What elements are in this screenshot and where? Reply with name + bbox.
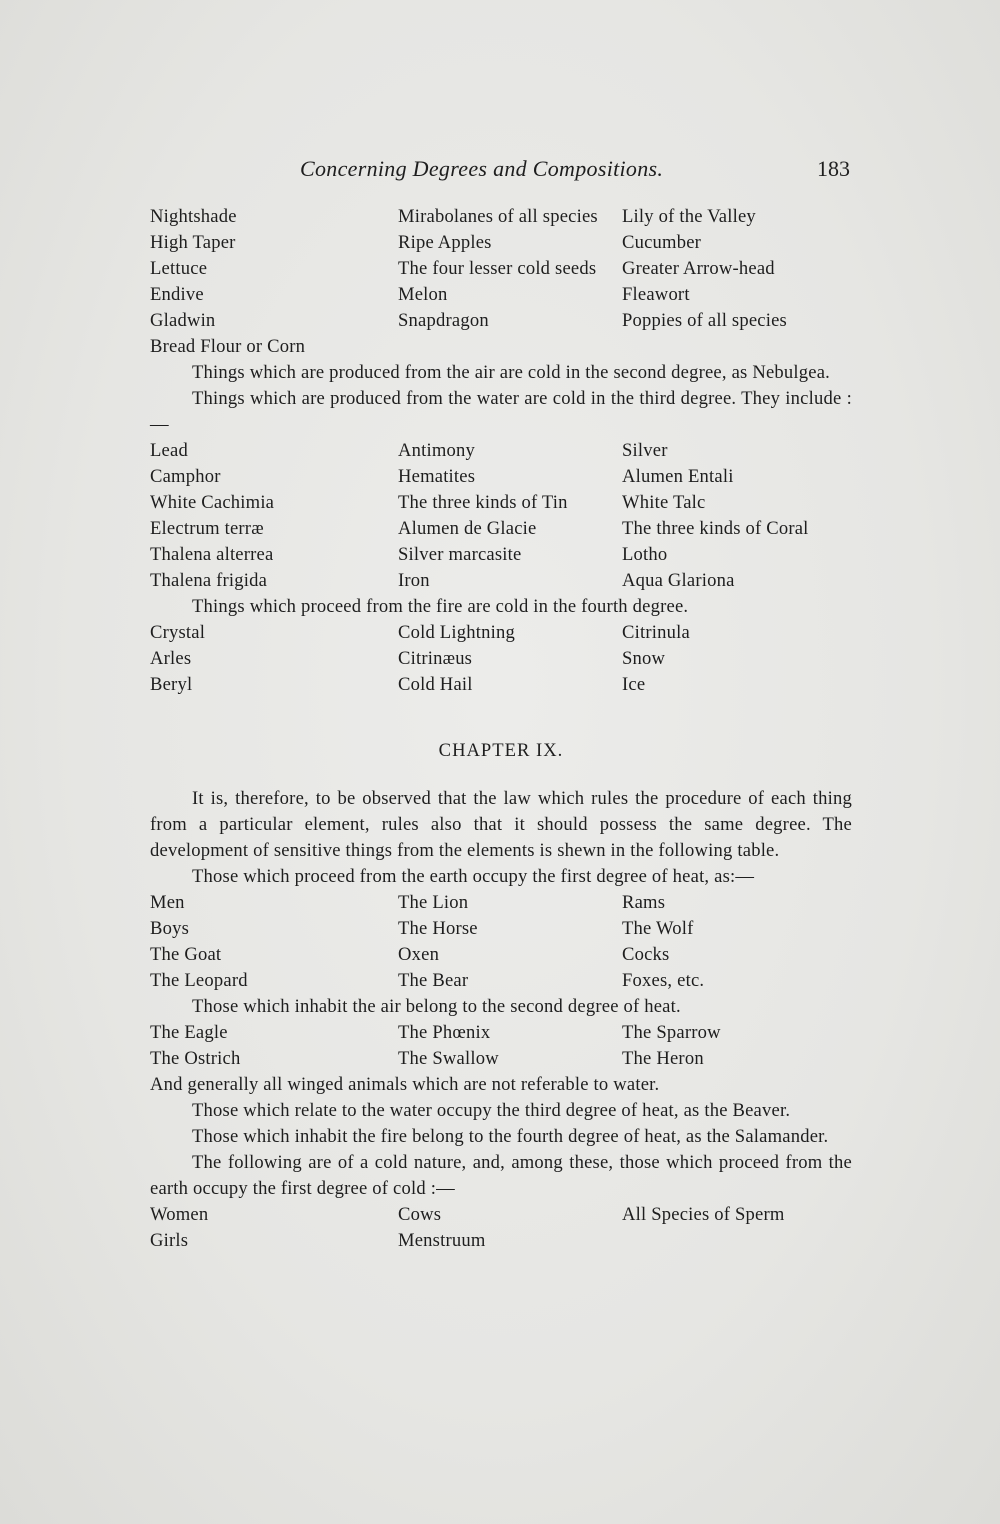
list-row	[150, 672, 852, 698]
list-row	[150, 542, 852, 568]
list-item: Lily of the Valley	[622, 206, 756, 227]
list-item: Rams	[622, 892, 666, 913]
list-item: The Swallow	[398, 1048, 499, 1069]
list-item: The Leopard	[150, 970, 248, 991]
list-row	[150, 464, 852, 490]
list-item: Gladwin	[150, 310, 216, 331]
list-row	[150, 890, 852, 916]
list-item: The Wolf	[622, 918, 694, 939]
list-row	[150, 646, 852, 672]
list-row	[150, 282, 852, 308]
running-title: Concerning Degrees and Compositions.	[300, 156, 664, 181]
list-row	[150, 516, 852, 542]
list-item: Men	[150, 892, 185, 913]
list-item: Snow	[622, 648, 666, 669]
list-item: The four lesser cold seeds	[398, 258, 597, 279]
list-item: Girls	[150, 1230, 189, 1251]
list-item: Melon	[398, 284, 448, 305]
list-row	[150, 568, 852, 594]
paragraph-water-heat: Those which relate to the water occupy the third degree of heat, as the Beaver.	[192, 1100, 791, 1121]
list-item: Women	[150, 1204, 209, 1225]
list-item: Poppies of all species	[622, 310, 787, 331]
list-item: Beryl	[150, 674, 193, 695]
list-item: The Ostrich	[150, 1048, 241, 1069]
list-row	[150, 256, 852, 282]
list-item: Cold Lightning	[398, 622, 515, 643]
list-item: Citrinæus	[398, 648, 473, 669]
list-item	[622, 1228, 852, 1254]
cold-first-degree-list	[150, 204, 852, 360]
list-item: Silver	[622, 440, 668, 461]
list-item: Thalena alterrea	[150, 544, 274, 565]
list-item: Mirabolanes of all species	[398, 206, 598, 227]
list-row	[150, 916, 852, 942]
paragraph-air-cold: Things which are produced from the air are cold in the second degree, as Nebulgea.	[192, 362, 831, 383]
list-item: Nightshade	[150, 206, 237, 227]
list-item: Ice	[622, 674, 646, 695]
list-item: Silver marcasite	[398, 544, 522, 565]
list-row	[150, 438, 852, 464]
list-item: The Phœnix	[398, 1022, 491, 1043]
list-row	[150, 1020, 852, 1046]
list-row	[150, 308, 852, 334]
heat-first-degree-list	[150, 890, 852, 994]
list-item: Aqua Glariona	[622, 570, 735, 591]
list-item: Hematites	[398, 466, 476, 487]
list-row	[150, 334, 852, 360]
list-item: White Talc	[622, 492, 706, 513]
list-item: Lettuce	[150, 258, 208, 279]
list-row	[150, 490, 852, 516]
list-item: Citrinula	[622, 622, 690, 643]
list-item: Foxes, etc.	[622, 970, 705, 991]
page-header	[150, 156, 850, 188]
list-item: Alumen Entali	[622, 466, 734, 487]
list-item: Lead	[150, 440, 188, 461]
list-item: High Taper	[150, 232, 236, 253]
list-item: Endive	[150, 284, 204, 305]
list-item: The three kinds of Coral	[622, 518, 809, 539]
paragraph-fire-cold: Things which proceed from the fire are cold in the fourth degree.	[192, 596, 689, 617]
list-item: Antimony	[398, 440, 476, 461]
chapter-heading: CHAPTER IX.	[438, 740, 564, 761]
paragraph-water-cold: Things which are produced from the water are cold in the third degree. They include :—	[150, 388, 852, 435]
list-item: Bread Flour or Corn	[150, 336, 306, 357]
paragraph-air-heat: Those which inhabit the air belong to the second degree of heat.	[192, 996, 681, 1017]
list-row	[150, 620, 852, 646]
list-row	[150, 1046, 852, 1072]
paragraph-fire-heat: Those which inhabit the fire belong to the fourth degree of heat, as the Salamander.	[192, 1126, 829, 1147]
list-item: Iron	[398, 570, 430, 591]
list-item: The Sparrow	[622, 1022, 721, 1043]
list-item: Arles	[150, 648, 192, 669]
list-item: Alumen de Glacie	[398, 518, 537, 539]
list-item: Snapdragon	[398, 310, 489, 331]
list-item: The Lion	[398, 892, 469, 913]
cold-first-degree-animals-list	[150, 1202, 852, 1254]
paragraph-winged: And generally all winged animals which are not referable to water.	[150, 1074, 660, 1095]
list-item: Camphor	[150, 466, 221, 487]
list-item: Fleawort	[622, 284, 690, 305]
paragraph-cold-nature: The following are of a cold nature, and, among these, those which proceed from the earth occupy the first degree of cold :—	[150, 1152, 852, 1199]
cold-third-degree-list	[150, 438, 852, 594]
list-item: Cold Hail	[398, 674, 473, 695]
list-item: The three kinds of Tin	[398, 492, 568, 513]
list-item: Cocks	[622, 944, 670, 965]
list-item: Menstruum	[398, 1230, 486, 1251]
list-item: Boys	[150, 918, 190, 939]
list-row	[150, 230, 852, 256]
paragraph-law: It is, therefore, to be observed that the law which rules the procedure of each thing from a particular element, rules also that it should possess the same degree. The development of sensitive things from the elements is shewn in the following table.	[150, 788, 852, 861]
cold-fourth-degree-list	[150, 620, 852, 698]
list-item: The Bear	[398, 970, 469, 991]
list-item: Cucumber	[622, 232, 702, 253]
list-item: Thalena frigida	[150, 570, 268, 591]
list-item: Ripe Apples	[398, 232, 492, 253]
list-item: Greater Arrow-head	[622, 258, 775, 279]
page-body	[150, 204, 852, 1254]
list-item: Lotho	[622, 544, 668, 565]
list-row	[150, 942, 852, 968]
list-row	[150, 204, 852, 230]
list-item: Crystal	[150, 622, 206, 643]
list-item: Cows	[398, 1204, 442, 1225]
list-row	[150, 968, 852, 994]
list-item: The Horse	[398, 918, 478, 939]
list-item: White Cachimia	[150, 492, 275, 513]
list-item: The Eagle	[150, 1022, 228, 1043]
paragraph-earth-heat: Those which proceed from the earth occupy the first degree of heat, as:—	[192, 866, 755, 887]
list-item: The Goat	[150, 944, 222, 965]
list-row	[150, 1228, 852, 1254]
list-item: The Heron	[622, 1048, 704, 1069]
list-row	[150, 1202, 852, 1228]
list-item: Electrum terræ	[150, 518, 264, 539]
list-item: All Species of Sperm	[622, 1204, 785, 1225]
list-item: Oxen	[398, 944, 440, 965]
heat-second-degree-list	[150, 1020, 852, 1072]
page-number: 183	[817, 156, 850, 181]
